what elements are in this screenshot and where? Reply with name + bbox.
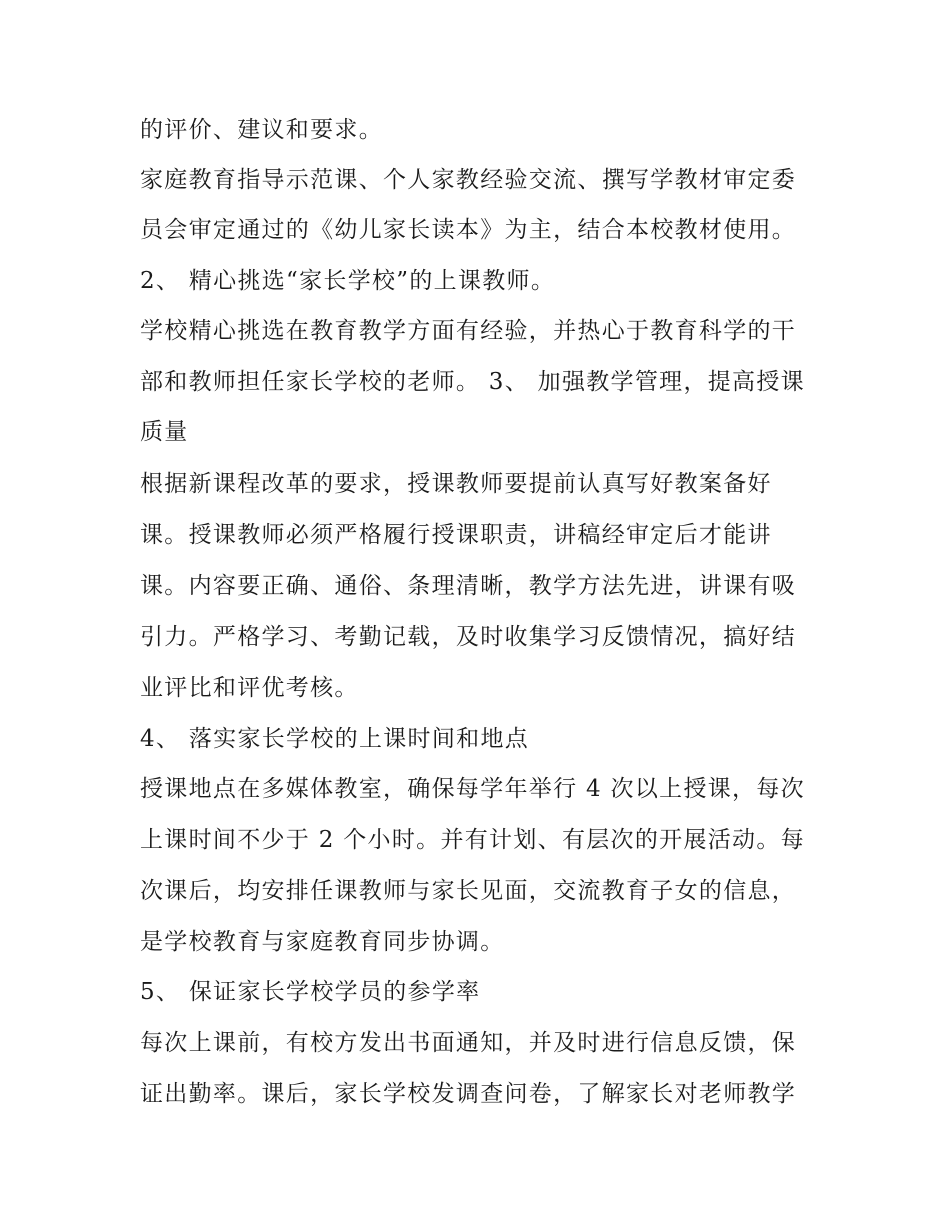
text-line: 的评价、建议和要求。	[140, 117, 383, 143]
text-line: 次课后，均安排任课教师与家长见面，交流教育子女的信息，	[140, 878, 797, 904]
text-line: 上课时间不少于 2 个小时。并有计划、有层次的开展活动。每	[140, 827, 805, 853]
text-line: 授课地点在多媒体教室，确保每学年举行 4 次以上授课，每次	[140, 776, 805, 802]
text-line: 员会审定通过的《幼儿家长读本》为主，结合本校教材使用。	[140, 217, 797, 243]
text-line: 质量	[140, 419, 189, 445]
text-line: 学校精心挑选在教育教学方面有经验，并热心于教育科学的干	[140, 318, 797, 344]
text-line: 引力。严格学习、考勤记载，及时收集学习反馈情况，搞好结	[140, 624, 797, 650]
text-line: 证出勤率。课后，家长学校发调查问卷，了解家长对老师教学	[140, 1081, 797, 1107]
text-line: 是学校教育与家庭教育同步协调。	[140, 929, 505, 955]
text-line: 课。授课教师必须严格履行授课职责，讲稿经审定后才能讲	[140, 522, 772, 548]
text-line: 部和教师担任家长学校的老师。 3、 加强教学管理，提高授课	[140, 369, 805, 395]
text-line: 课。内容要正确、通俗、条理清晰，教学方法先进，讲课有吸	[140, 573, 797, 599]
text-line: 家庭教育指导示范课、个人家教经验交流、撰写学教材审定委	[140, 167, 797, 193]
section-heading: 5、 保证家长学校学员的参学率	[140, 979, 481, 1005]
text-line: 根据新课程改革的要求，授课教师要提前认真写好教案备好	[140, 471, 772, 497]
text-line: 业评比和评优考核。	[140, 675, 359, 701]
text-line: 每次上课前，有校方发出书面通知，并及时进行信息反馈，保	[140, 1030, 797, 1056]
section-heading: 2、 精心挑选“家长学校”的上课教师。	[140, 268, 556, 294]
section-heading: 4、 落实家长学校的上课时间和地点	[140, 726, 530, 752]
